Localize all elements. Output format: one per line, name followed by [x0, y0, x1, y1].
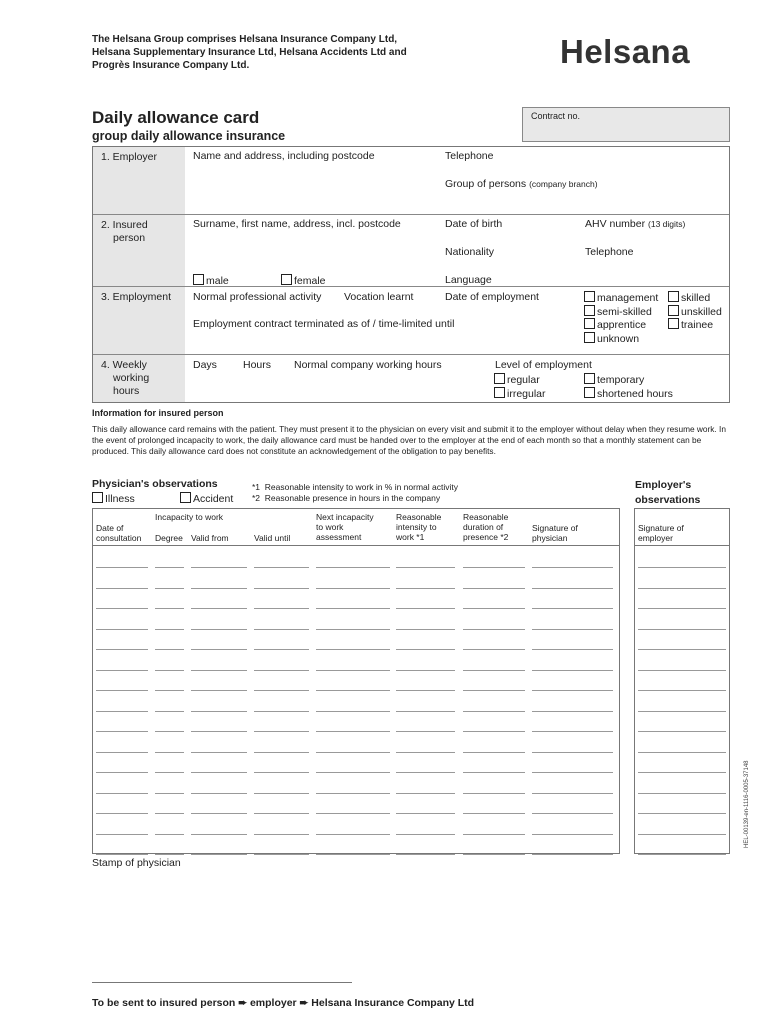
section-hours-label: 4. Weekly working hours — [93, 355, 185, 402]
unskilled-checkbox[interactable]: unskilled — [668, 305, 722, 318]
entry-line[interactable] — [396, 793, 455, 794]
entry-line[interactable] — [396, 854, 455, 855]
employer-observations-title: Employer's observations — [635, 479, 701, 506]
entry-line[interactable] — [532, 629, 613, 630]
entry-line[interactable] — [155, 731, 184, 732]
entry-line[interactable] — [396, 752, 455, 753]
entry-line[interactable] — [316, 567, 390, 568]
entry-line[interactable] — [396, 772, 455, 773]
entry-line[interactable] — [254, 793, 309, 794]
entry-line[interactable] — [532, 649, 613, 650]
management-checkbox[interactable]: management — [584, 291, 658, 304]
entry-line[interactable] — [155, 588, 184, 589]
entry-line[interactable] — [254, 670, 309, 671]
entry-line[interactable] — [463, 690, 525, 691]
entry-line[interactable] — [638, 834, 726, 835]
employer-observations-table — [634, 508, 730, 854]
checkbox-icon — [584, 387, 595, 398]
stamp-of-physician-label: Stamp of physician — [92, 857, 181, 869]
entry-line[interactable] — [532, 690, 613, 691]
col-next-assessment-header: Next incapacity to work assessment — [316, 512, 374, 542]
entry-line[interactable] — [638, 670, 726, 671]
footnote-2: *2 Reasonable presence in hours in the company — [252, 493, 441, 503]
entry-line[interactable] — [155, 854, 184, 855]
entry-line[interactable] — [191, 711, 247, 712]
entry-line[interactable] — [96, 629, 148, 630]
entry-line[interactable] — [532, 854, 613, 855]
entry-line[interactable] — [532, 731, 613, 732]
entry-line[interactable] — [532, 711, 613, 712]
entry-line[interactable] — [463, 793, 525, 794]
entry-line[interactable] — [254, 752, 309, 753]
date-of-birth-field[interactable]: Date of birth — [445, 218, 503, 230]
entry-line[interactable] — [532, 813, 613, 814]
entry-line[interactable] — [463, 752, 525, 753]
intro-line-1: The Helsana Group comprises Helsana Insurance Company Ltd, — [92, 34, 398, 45]
entry-line[interactable] — [463, 629, 525, 630]
entry-line[interactable] — [638, 629, 726, 630]
entry-line[interactable] — [396, 649, 455, 650]
entry-line[interactable] — [532, 588, 613, 589]
entry-line[interactable] — [638, 608, 726, 609]
entry-line[interactable] — [316, 690, 390, 691]
contract-number-label: Contract no. — [531, 111, 581, 121]
entry-line[interactable] — [532, 608, 613, 609]
entry-line[interactable] — [396, 834, 455, 835]
entry-line[interactable] — [638, 731, 726, 732]
entry-line[interactable] — [155, 772, 184, 773]
section-employment-label: 3. Employment — [93, 287, 185, 354]
entry-line[interactable] — [463, 670, 525, 671]
page-subtitle: group daily allowance insurance — [92, 129, 286, 143]
entry-line[interactable] — [191, 793, 247, 794]
entry-line[interactable] — [463, 567, 525, 568]
entry-line[interactable] — [191, 690, 247, 691]
info-text: This daily allowance card remains with the patient. They must present it to the physician on every visit and submit it to the employer without delay when they resume work. In the event of prolonged incapacity to work, the daily allowance card must be handed over to the employer at the end of each month so that a monthly statement can be produced. This daily allowance card does not constitute an acknowledgement of the obligation to pay benefits. — [92, 424, 726, 456]
ahv-number-field[interactable]: AHV number (13 digits) — [585, 218, 686, 230]
group-of-persons-field[interactable]: Group of persons (company branch) — [445, 178, 598, 190]
entry-line[interactable] — [155, 690, 184, 691]
col-duration-header: Reasonable duration of presence *2 — [463, 512, 509, 542]
apprentice-checkbox[interactable]: apprentice — [584, 318, 646, 331]
entry-line[interactable] — [638, 588, 726, 589]
intro-line-2: Helsana Supplementary Insurance Ltd, Helsana Accidents Ltd and — [92, 47, 407, 58]
entry-line[interactable] — [463, 834, 525, 835]
insured-telephone-field[interactable]: Telephone — [585, 246, 634, 258]
entry-line[interactable] — [155, 834, 184, 835]
entry-line[interactable] — [155, 752, 184, 753]
entry-line[interactable] — [96, 772, 148, 773]
checkbox-icon — [584, 305, 595, 316]
entry-line[interactable] — [191, 752, 247, 753]
entry-line[interactable] — [532, 772, 613, 773]
footnote-1: *1 Reasonable intensity to work in % in normal activity — [252, 482, 459, 492]
entry-line[interactable] — [191, 629, 247, 630]
entry-line[interactable] — [191, 588, 247, 589]
entry-line[interactable] — [191, 649, 247, 650]
unknown-checkbox[interactable]: unknown — [584, 332, 639, 345]
entry-line[interactable] — [96, 813, 148, 814]
entry-line[interactable] — [463, 854, 525, 855]
entry-line[interactable] — [316, 854, 390, 855]
entry-line[interactable] — [254, 854, 309, 855]
entry-line[interactable] — [638, 711, 726, 712]
entry-line[interactable] — [396, 567, 455, 568]
entry-line[interactable] — [96, 834, 148, 835]
entry-line[interactable] — [463, 731, 525, 732]
entry-line[interactable] — [254, 711, 309, 712]
checkbox-icon — [584, 318, 595, 329]
regular-checkbox[interactable]: regular — [494, 373, 540, 386]
entry-line[interactable] — [191, 854, 247, 855]
entry-line[interactable] — [254, 567, 309, 568]
entry-line[interactable] — [316, 711, 390, 712]
entry-line[interactable] — [254, 731, 309, 732]
checkbox-icon — [584, 332, 595, 343]
entry-line[interactable] — [96, 670, 148, 671]
temporary-checkbox[interactable]: temporary — [584, 373, 644, 386]
entry-line[interactable] — [463, 711, 525, 712]
entry-line[interactable] — [638, 649, 726, 650]
entry-line[interactable] — [96, 854, 148, 855]
page-title: Daily allowance card — [92, 108, 260, 127]
entry-line[interactable] — [316, 588, 390, 589]
entry-line[interactable] — [254, 690, 309, 691]
entry-line[interactable] — [463, 588, 525, 589]
entry-line[interactable] — [396, 690, 455, 691]
entry-line[interactable] — [396, 711, 455, 712]
entry-line[interactable] — [254, 813, 309, 814]
entry-line[interactable] — [532, 793, 613, 794]
entry-line[interactable] — [254, 629, 309, 630]
entry-line[interactable] — [638, 854, 726, 855]
entry-line[interactable] — [155, 711, 184, 712]
hours-field[interactable]: Hours — [243, 359, 272, 371]
info-heading: Information for insured person — [92, 408, 224, 418]
entry-line[interactable] — [316, 629, 390, 630]
checkbox-icon — [584, 291, 595, 302]
entry-line[interactable] — [316, 813, 390, 814]
illness-checkbox[interactable]: Illness — [92, 492, 135, 505]
entry-line[interactable] — [191, 813, 247, 814]
physician-observations-table — [92, 508, 620, 854]
entry-line[interactable] — [96, 567, 148, 568]
section-insured-label: 2. Insured person — [93, 215, 185, 286]
header-divider — [635, 545, 729, 546]
entry-line[interactable] — [96, 752, 148, 753]
employer-name-address-field[interactable]: Name and address, including postcode — [193, 150, 375, 162]
normal-working-hours-field[interactable]: Normal company working hours — [294, 359, 442, 371]
entry-line[interactable] — [316, 752, 390, 753]
header-divider — [93, 545, 619, 546]
level-of-employment-label: Level of employment — [495, 359, 592, 371]
insured-name-address-field[interactable]: Surname, first name, address, incl. postcode — [193, 218, 401, 230]
checkbox-icon — [494, 387, 505, 398]
entry-line[interactable] — [638, 567, 726, 568]
entry-line[interactable] — [191, 834, 247, 835]
checkbox-icon — [281, 274, 292, 285]
checkbox-icon — [668, 305, 679, 316]
entry-line[interactable] — [96, 793, 148, 794]
document-reference: HEL-00139-en-1116-0005-37148 — [744, 760, 750, 848]
section-employer-label: 1. Employer — [93, 147, 185, 214]
entry-line[interactable] — [638, 690, 726, 691]
col-incapacity-header: Incapacity to work — [155, 512, 224, 522]
entry-line[interactable] — [155, 608, 184, 609]
semi-skilled-checkbox[interactable]: semi-skilled — [584, 305, 652, 318]
entry-line[interactable] — [638, 752, 726, 753]
divider — [93, 286, 729, 287]
footer-divider — [92, 982, 352, 983]
divider — [93, 354, 729, 355]
entry-line[interactable] — [191, 670, 247, 671]
checkbox-icon — [584, 373, 595, 384]
date-of-employment-field[interactable]: Date of employment — [445, 291, 539, 303]
skilled-checkbox[interactable]: skilled — [668, 291, 710, 304]
entry-line[interactable] — [638, 793, 726, 794]
helsana-logo: Helsana — [560, 33, 691, 70]
trainee-checkbox[interactable]: trainee — [668, 318, 713, 331]
entry-line[interactable] — [254, 834, 309, 835]
col-valid-until-header: Valid until — [254, 533, 291, 543]
entry-line[interactable] — [396, 731, 455, 732]
entry-line[interactable] — [316, 649, 390, 650]
col-date-header: Date of consultation — [96, 523, 142, 543]
col-signature-employer-header: Signature of employer — [638, 523, 684, 543]
routing-instructions: To be sent to insured person ➨ employer ➨ Helsana Insurance Company Ltd — [92, 997, 475, 1009]
intro-line-3: Progrès Insurance Company Ltd. — [92, 60, 250, 71]
entry-line[interactable] — [155, 813, 184, 814]
accident-checkbox[interactable]: Accident — [180, 492, 233, 505]
contract-number-field[interactable] — [522, 107, 730, 142]
professional-activity-field[interactable]: Normal professional activity — [193, 291, 322, 303]
employer-telephone-field[interactable]: Telephone — [445, 150, 494, 162]
nationality-field[interactable]: Nationality — [445, 246, 495, 258]
checkbox-icon — [193, 274, 204, 285]
entry-line[interactable] — [191, 772, 247, 773]
col-valid-from-header: Valid from — [191, 533, 229, 543]
entry-line[interactable] — [396, 670, 455, 671]
language-field[interactable]: Language — [445, 274, 492, 286]
male-checkbox[interactable]: male — [193, 274, 229, 287]
entry-line[interactable] — [155, 670, 184, 671]
entry-line[interactable] — [638, 772, 726, 773]
contract-terminated-field[interactable]: Employment contract terminated as of / time-limited until — [193, 318, 455, 330]
entry-line[interactable] — [316, 670, 390, 671]
entry-line[interactable] — [96, 588, 148, 589]
entry-line[interactable] — [316, 793, 390, 794]
group-intro — [92, 33, 472, 72]
entry-line[interactable] — [463, 608, 525, 609]
col-intensity-header: Reasonable intensity to work *1 — [396, 512, 442, 542]
entry-line[interactable] — [316, 772, 390, 773]
entry-line[interactable] — [254, 772, 309, 773]
entry-line[interactable] — [463, 813, 525, 814]
physician-observations-title: Physician's observations — [92, 478, 218, 490]
entry-line[interactable] — [396, 588, 455, 589]
entry-line[interactable] — [316, 731, 390, 732]
entry-line[interactable] — [191, 731, 247, 732]
entry-line[interactable] — [96, 711, 148, 712]
checkbox-icon — [668, 291, 679, 302]
entry-line[interactable] — [155, 629, 184, 630]
entry-line[interactable] — [191, 608, 247, 609]
entry-line[interactable] — [155, 649, 184, 650]
entry-line[interactable] — [396, 629, 455, 630]
days-field[interactable]: Days — [193, 359, 217, 371]
checkbox-icon — [92, 492, 103, 503]
entry-line[interactable] — [155, 793, 184, 794]
entry-line[interactable] — [532, 670, 613, 671]
col-degree-header: Degree — [155, 533, 183, 543]
entry-line[interactable] — [254, 608, 309, 609]
card-form-grid — [92, 146, 730, 403]
entry-line[interactable] — [396, 813, 455, 814]
entry-line[interactable] — [155, 567, 184, 568]
vocation-learnt-field[interactable]: Vocation learnt — [344, 291, 414, 303]
entry-line[interactable] — [96, 649, 148, 650]
col-signature-physician-header: Signature of physician — [532, 523, 578, 543]
entry-line[interactable] — [638, 813, 726, 814]
entry-line[interactable] — [96, 690, 148, 691]
irregular-checkbox[interactable]: irregular — [494, 387, 546, 400]
entry-line[interactable] — [96, 608, 148, 609]
entry-line[interactable] — [96, 731, 148, 732]
entry-line[interactable] — [316, 834, 390, 835]
entry-line[interactable] — [396, 608, 455, 609]
shortened-hours-checkbox[interactable]: shortened hours — [584, 387, 673, 400]
entry-line[interactable] — [463, 649, 525, 650]
entry-line[interactable] — [532, 567, 613, 568]
entry-line[interactable] — [191, 567, 247, 568]
checkbox-icon — [180, 492, 191, 503]
entry-line[interactable] — [254, 649, 309, 650]
entry-line[interactable] — [316, 608, 390, 609]
divider — [93, 214, 729, 215]
checkbox-icon — [668, 318, 679, 329]
female-checkbox[interactable]: female — [281, 274, 326, 287]
entry-line[interactable] — [532, 752, 613, 753]
checkbox-icon — [494, 373, 505, 384]
entry-line[interactable] — [532, 834, 613, 835]
entry-line[interactable] — [254, 588, 309, 589]
entry-line[interactable] — [463, 772, 525, 773]
